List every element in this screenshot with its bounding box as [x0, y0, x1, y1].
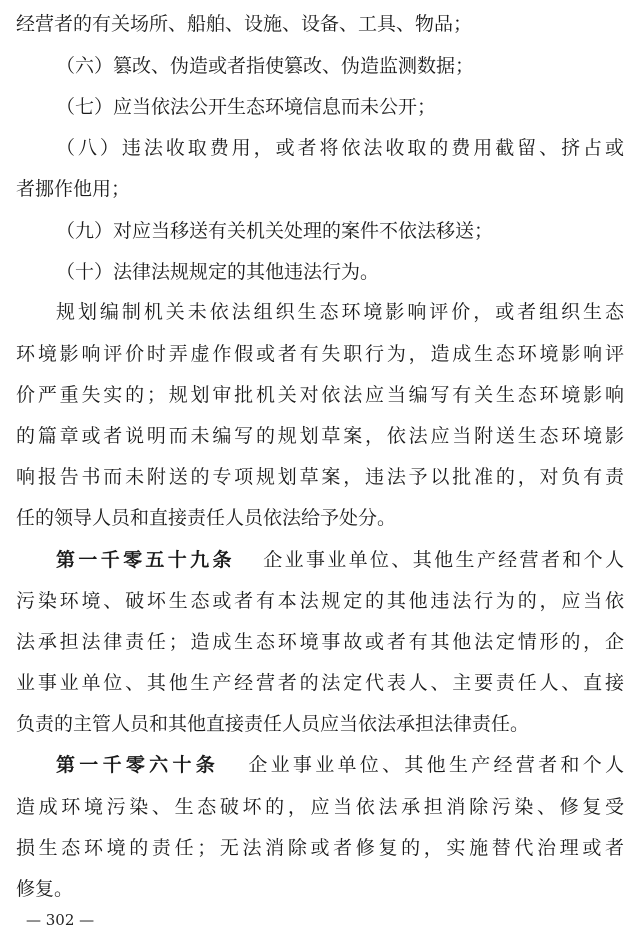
article-1059-line: 污染环境、破坏生态或者有本法规定的其他违法行为的，应当依 — [16, 590, 624, 612]
list-item-eight-continued: 者挪作他用； — [16, 178, 131, 200]
list-item-nine: （九）对应当移送有关机关处理的案件不依法移送； — [56, 220, 494, 242]
paragraph-line: 环境影响评价时弄虚作假或者有失职行为，造成生态环境影响评 — [16, 343, 624, 365]
list-item-eight: （八）违法收取费用，或者将依法收取的费用截留、挤占或 — [56, 137, 624, 159]
article-1059-line: 业事业单位、其他生产经营者的法定代表人、主要责任人、直接 — [16, 672, 624, 694]
list-item-six: （六）篡改、伪造或者指使篡改、伪造监测数据； — [56, 55, 475, 77]
article-1060-line: 损生态环境的责任；无法消除或者修复的，实施替代治理或者 — [16, 837, 624, 859]
article-1059-text: 企业事业单位、其他生产经营者和个人 — [260, 549, 624, 571]
list-item-seven: （七）应当依法公开生态环境信息而未公开； — [56, 96, 437, 118]
article-1060-line: 修复。 — [16, 878, 74, 900]
article-1060-line: 造成环境污染、生态破坏的，应当依法承担消除污染、修复受 — [16, 796, 624, 818]
page-number: — 302 — — [26, 911, 95, 929]
article-1059-title: 第一千零五十九条 — [56, 549, 235, 571]
paragraph-line: 经营者的有关场所、船舶、设施、设备、工具、物品； — [16, 13, 473, 35]
article-1059-first-line — [56, 540, 624, 580]
article-1060-title: 第一千零六十条 — [56, 754, 220, 776]
paragraph-line: 价严重失实的；规划审批机关对依法应当编写有关生态环境影响 — [16, 384, 624, 406]
paragraph-line: 响报告书而未附送的专项规划草案，违法予以批准的，对负有责 — [16, 466, 624, 488]
paragraph-line: 任的领导人员和直接责任人员依法给予处分。 — [16, 507, 397, 529]
article-1059-line: 法承担法律责任；造成生态环境事故或者有其他法定情形的，企 — [16, 631, 624, 653]
article-1060-text: 企业事业单位、其他生产经营者和个人 — [245, 754, 624, 776]
article-1059-line: 负责的主管人员和其他直接责任人员应当依法承担法律责任。 — [16, 713, 530, 735]
paragraph-line: 的篇章或者说明而未编写的规划草案，依法应当附送生态环境影 — [16, 425, 624, 447]
article-1060-first-line — [56, 745, 624, 785]
paragraph-line: 规划编制机关未依法组织生态环境影响评价，或者组织生态 — [56, 301, 624, 323]
list-item-ten: （十）法律法规规定的其他违法行为。 — [56, 261, 380, 283]
